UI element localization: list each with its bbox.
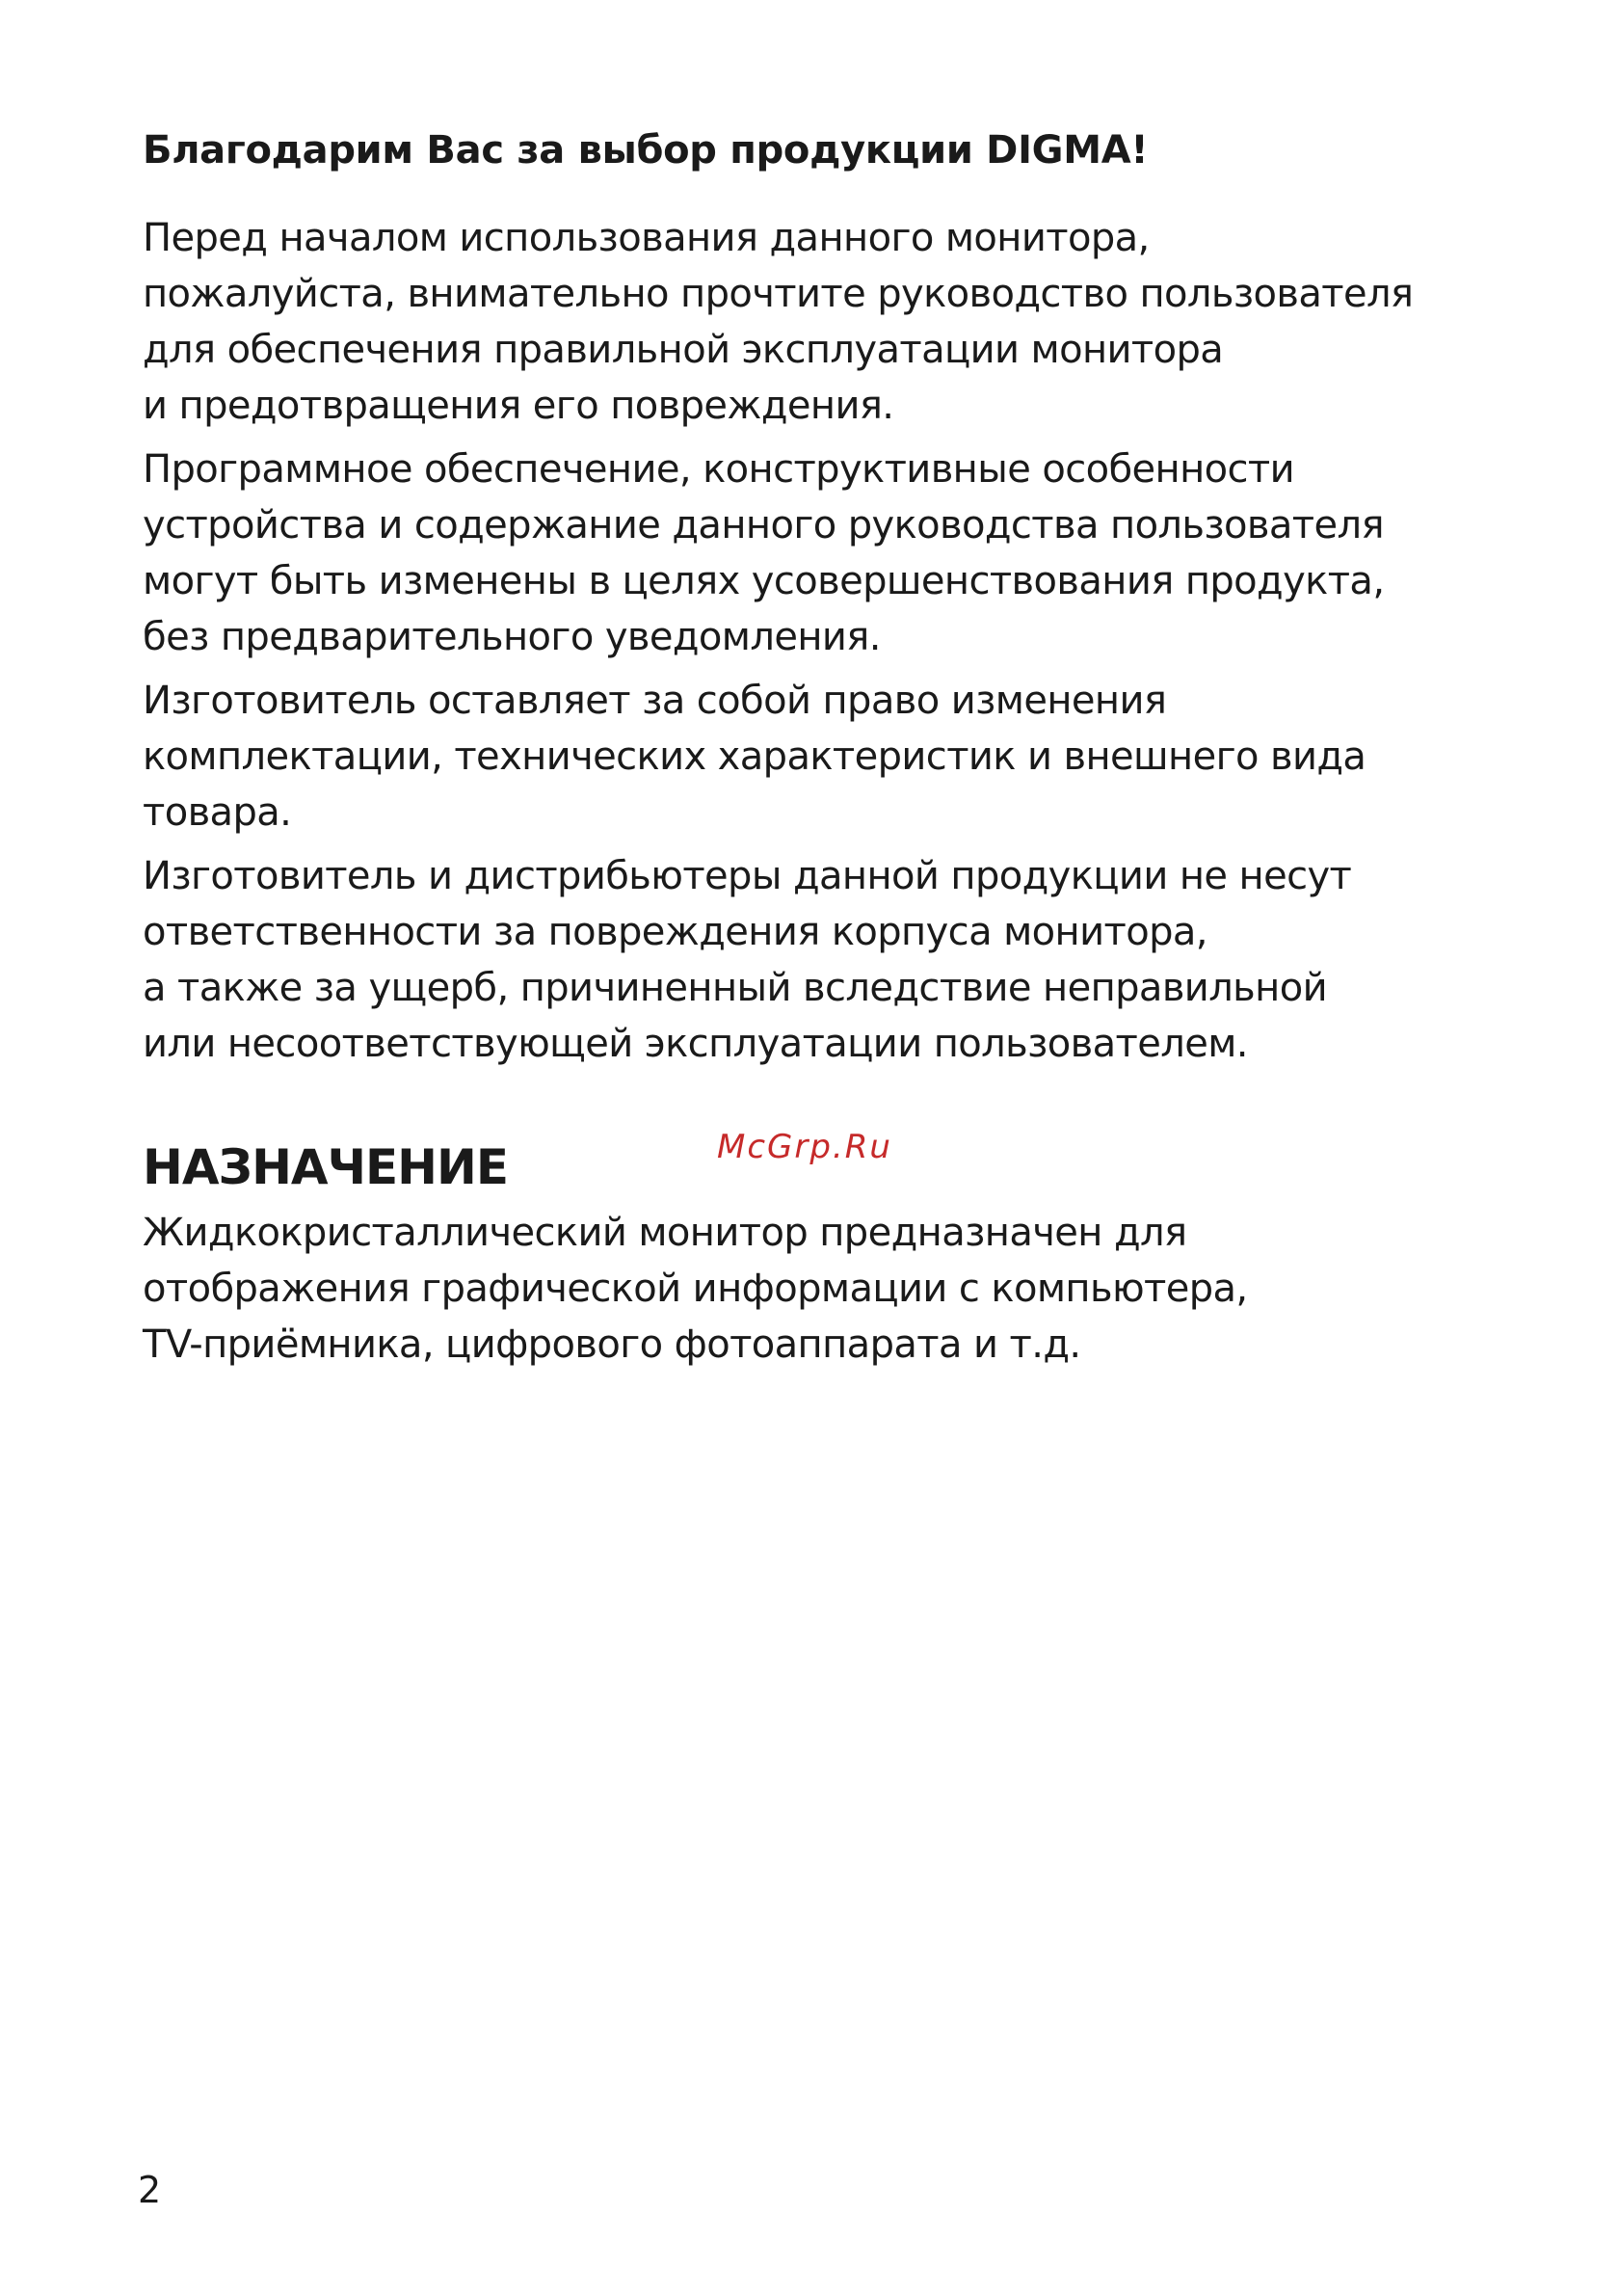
liability-paragraph <box>143 848 1492 1072</box>
paragraph-line: устройства и содержание данного руководства пользователя <box>143 503 1384 547</box>
watermark: McGrp.Ru <box>717 1128 892 1166</box>
paragraph-line: пожалуйста, внимательно прочтите руководство пользователя <box>143 272 1414 316</box>
paragraph-line: могут быть изменены в целях усовершенствования продукта, <box>143 559 1385 603</box>
paragraph-line: комплектации, технических характеристик и внешнего вида <box>143 734 1366 779</box>
paragraph-line: а также за ущерб, причиненный вследствие неправильной <box>143 966 1327 1010</box>
paragraph-line: Изготовитель оставляет за собой право изменения <box>143 679 1167 723</box>
paragraph-line: Программное обеспечение, конструктивные особенности <box>143 447 1295 492</box>
page-number: 2 <box>138 2169 162 2211</box>
paragraph-line: Жидкокристаллический монитор предназначен для <box>143 1211 1187 1255</box>
paragraph-line: товара. <box>143 790 292 835</box>
software-change-paragraph <box>143 441 1492 665</box>
paragraph-line: TV-приёмника, цифрового фотоаппарата и т.д. <box>143 1322 1081 1367</box>
purpose-paragraph <box>143 1205 1492 1373</box>
section-heading: НАЗНАЧЕНИЕ <box>143 1139 509 1195</box>
greeting-heading: Благодарим Вас за выбор продукции DIGMA! <box>143 128 1149 173</box>
paragraph-line: или несоответствующей эксплуатации пользователем. <box>143 1022 1248 1066</box>
page-content <box>143 123 1492 1380</box>
manufacturer-rights-paragraph <box>143 673 1492 841</box>
paragraph-line: отображения графической информации с компьютера, <box>143 1267 1248 1311</box>
intro-paragraph <box>143 210 1492 434</box>
paragraph-line: и предотвращения его повреждения. <box>143 384 894 428</box>
paragraph-line: Изготовитель и дистрибьютеры данной продукции не несут <box>143 854 1352 898</box>
paragraph-line: для обеспечения правильной эксплуатации монитора <box>143 328 1224 372</box>
paragraph-line: без предварительного уведомления. <box>143 615 881 659</box>
paragraph-line: ответственности за повреждения корпуса монитора, <box>143 910 1207 954</box>
paragraph-line: Перед началом использования данного монитора, <box>143 216 1150 260</box>
